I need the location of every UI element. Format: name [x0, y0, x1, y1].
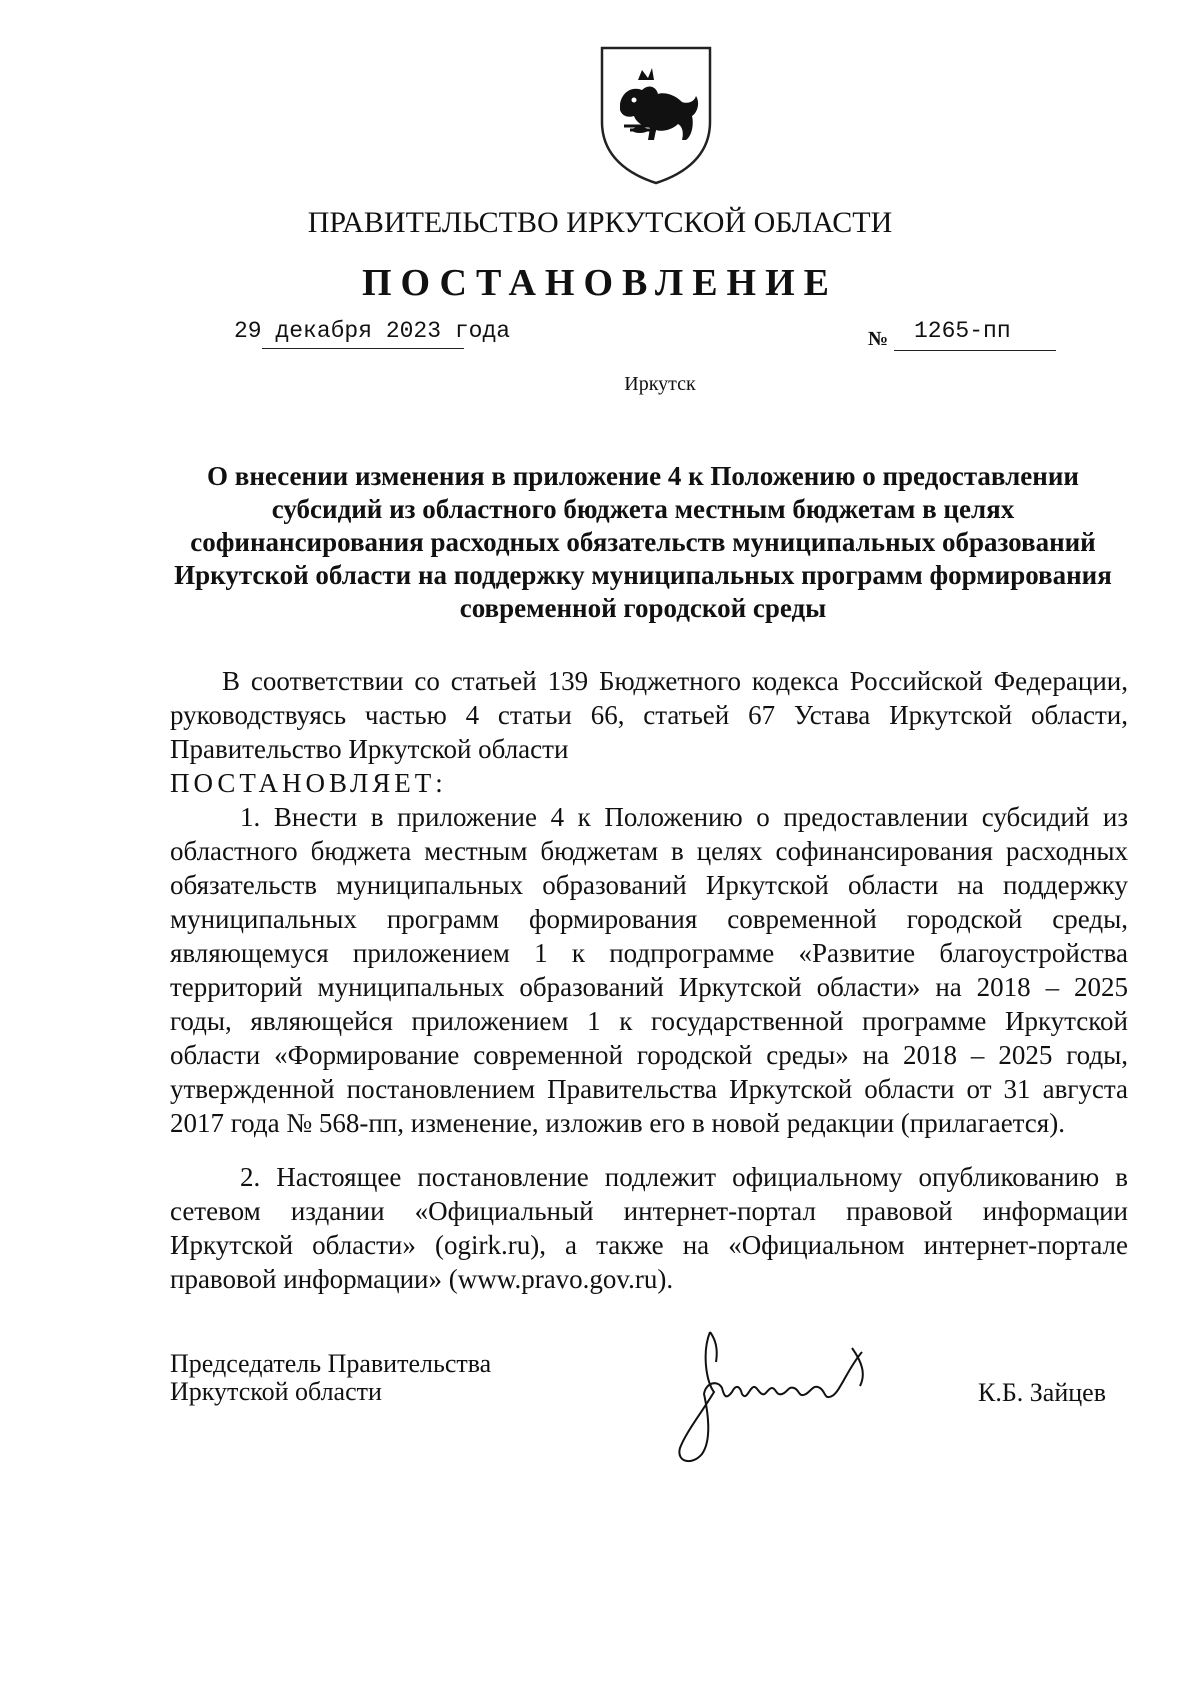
item-2-paragraph: 2. Настоящее постановление подлежит официальному опубликованию в сетевом издании «Официальный интернет-портал правовой информации Иркутской области» (ogirk.ru), а также на «Официальном интернет-портале правовой информации» (www.pravo.gov.ru). — [170, 1162, 1128, 1294]
coat-of-arms-icon — [598, 44, 714, 186]
government-name: ПРАВИТЕЛЬСТВО ИРКУТСКОЙ ОБЛАСТИ — [307, 206, 893, 239]
signatory-name: К.Б. Зайцев — [978, 1378, 1106, 1407]
handwritten-signature — [662, 1322, 932, 1472]
document-type-title: ПОСТАНОВЛЕНИЕ — [361, 262, 839, 304]
document-number: 1265-пп — [914, 318, 1011, 344]
item-1-paragraph: 1. Внести в приложение 4 к Положению о предоставлении субсидий из областного бюджета местным бюджетам в целях софинансирования расходных обязательств муниципальных образований Иркутской области на поддержку муниципальных программ формирования современной городской среды, являющемуся приложением 1 к подпрограмме «Развитие благоустройства территорий муниципальных образований Иркутской области» на 2018 – 2025 годы, являющейся приложением 1 к государственной программе Иркутской области «Формирование современной городской среды» на 2018 – 2025 годы, утвержденной постановлением Правительства Иркутской области от 31 августа 2017 года № 568-пп, изменение, изложив его в новой редакции (прилагается). — [170, 802, 1128, 1138]
document-date: 29 декабря 2023 года — [234, 318, 511, 344]
signatory-position-line-2: Иркутской области — [170, 1377, 382, 1406]
decree-word: ПОСТАНОВЛЯЕТ: — [170, 768, 447, 798]
intro-paragraph: В соответствии со статьей 139 Бюджетного кодекса Российской Федерации, руководствуясь частью 4 статьи 66, статьей 67 Устава Иркутской области, Правительство Иркутской области — [170, 666, 1128, 764]
document-heading: О внесении изменения в приложение 4 к Положению о предоставлении субсидий из областного бюджета местным бюджетам в целях софинансирования расходных обязательств муниципальных образований Иркутской области на поддержку муниципальных программ формирования современной городской среды — [174, 461, 1112, 623]
number-underline — [894, 350, 1056, 351]
number-sign: № — [868, 328, 889, 350]
signatory-position — [170, 1350, 491, 1406]
signatory-position-line-1: Председатель Правительства — [170, 1349, 492, 1378]
city-name: Иркутск — [624, 373, 696, 395]
date-underline — [262, 348, 464, 349]
